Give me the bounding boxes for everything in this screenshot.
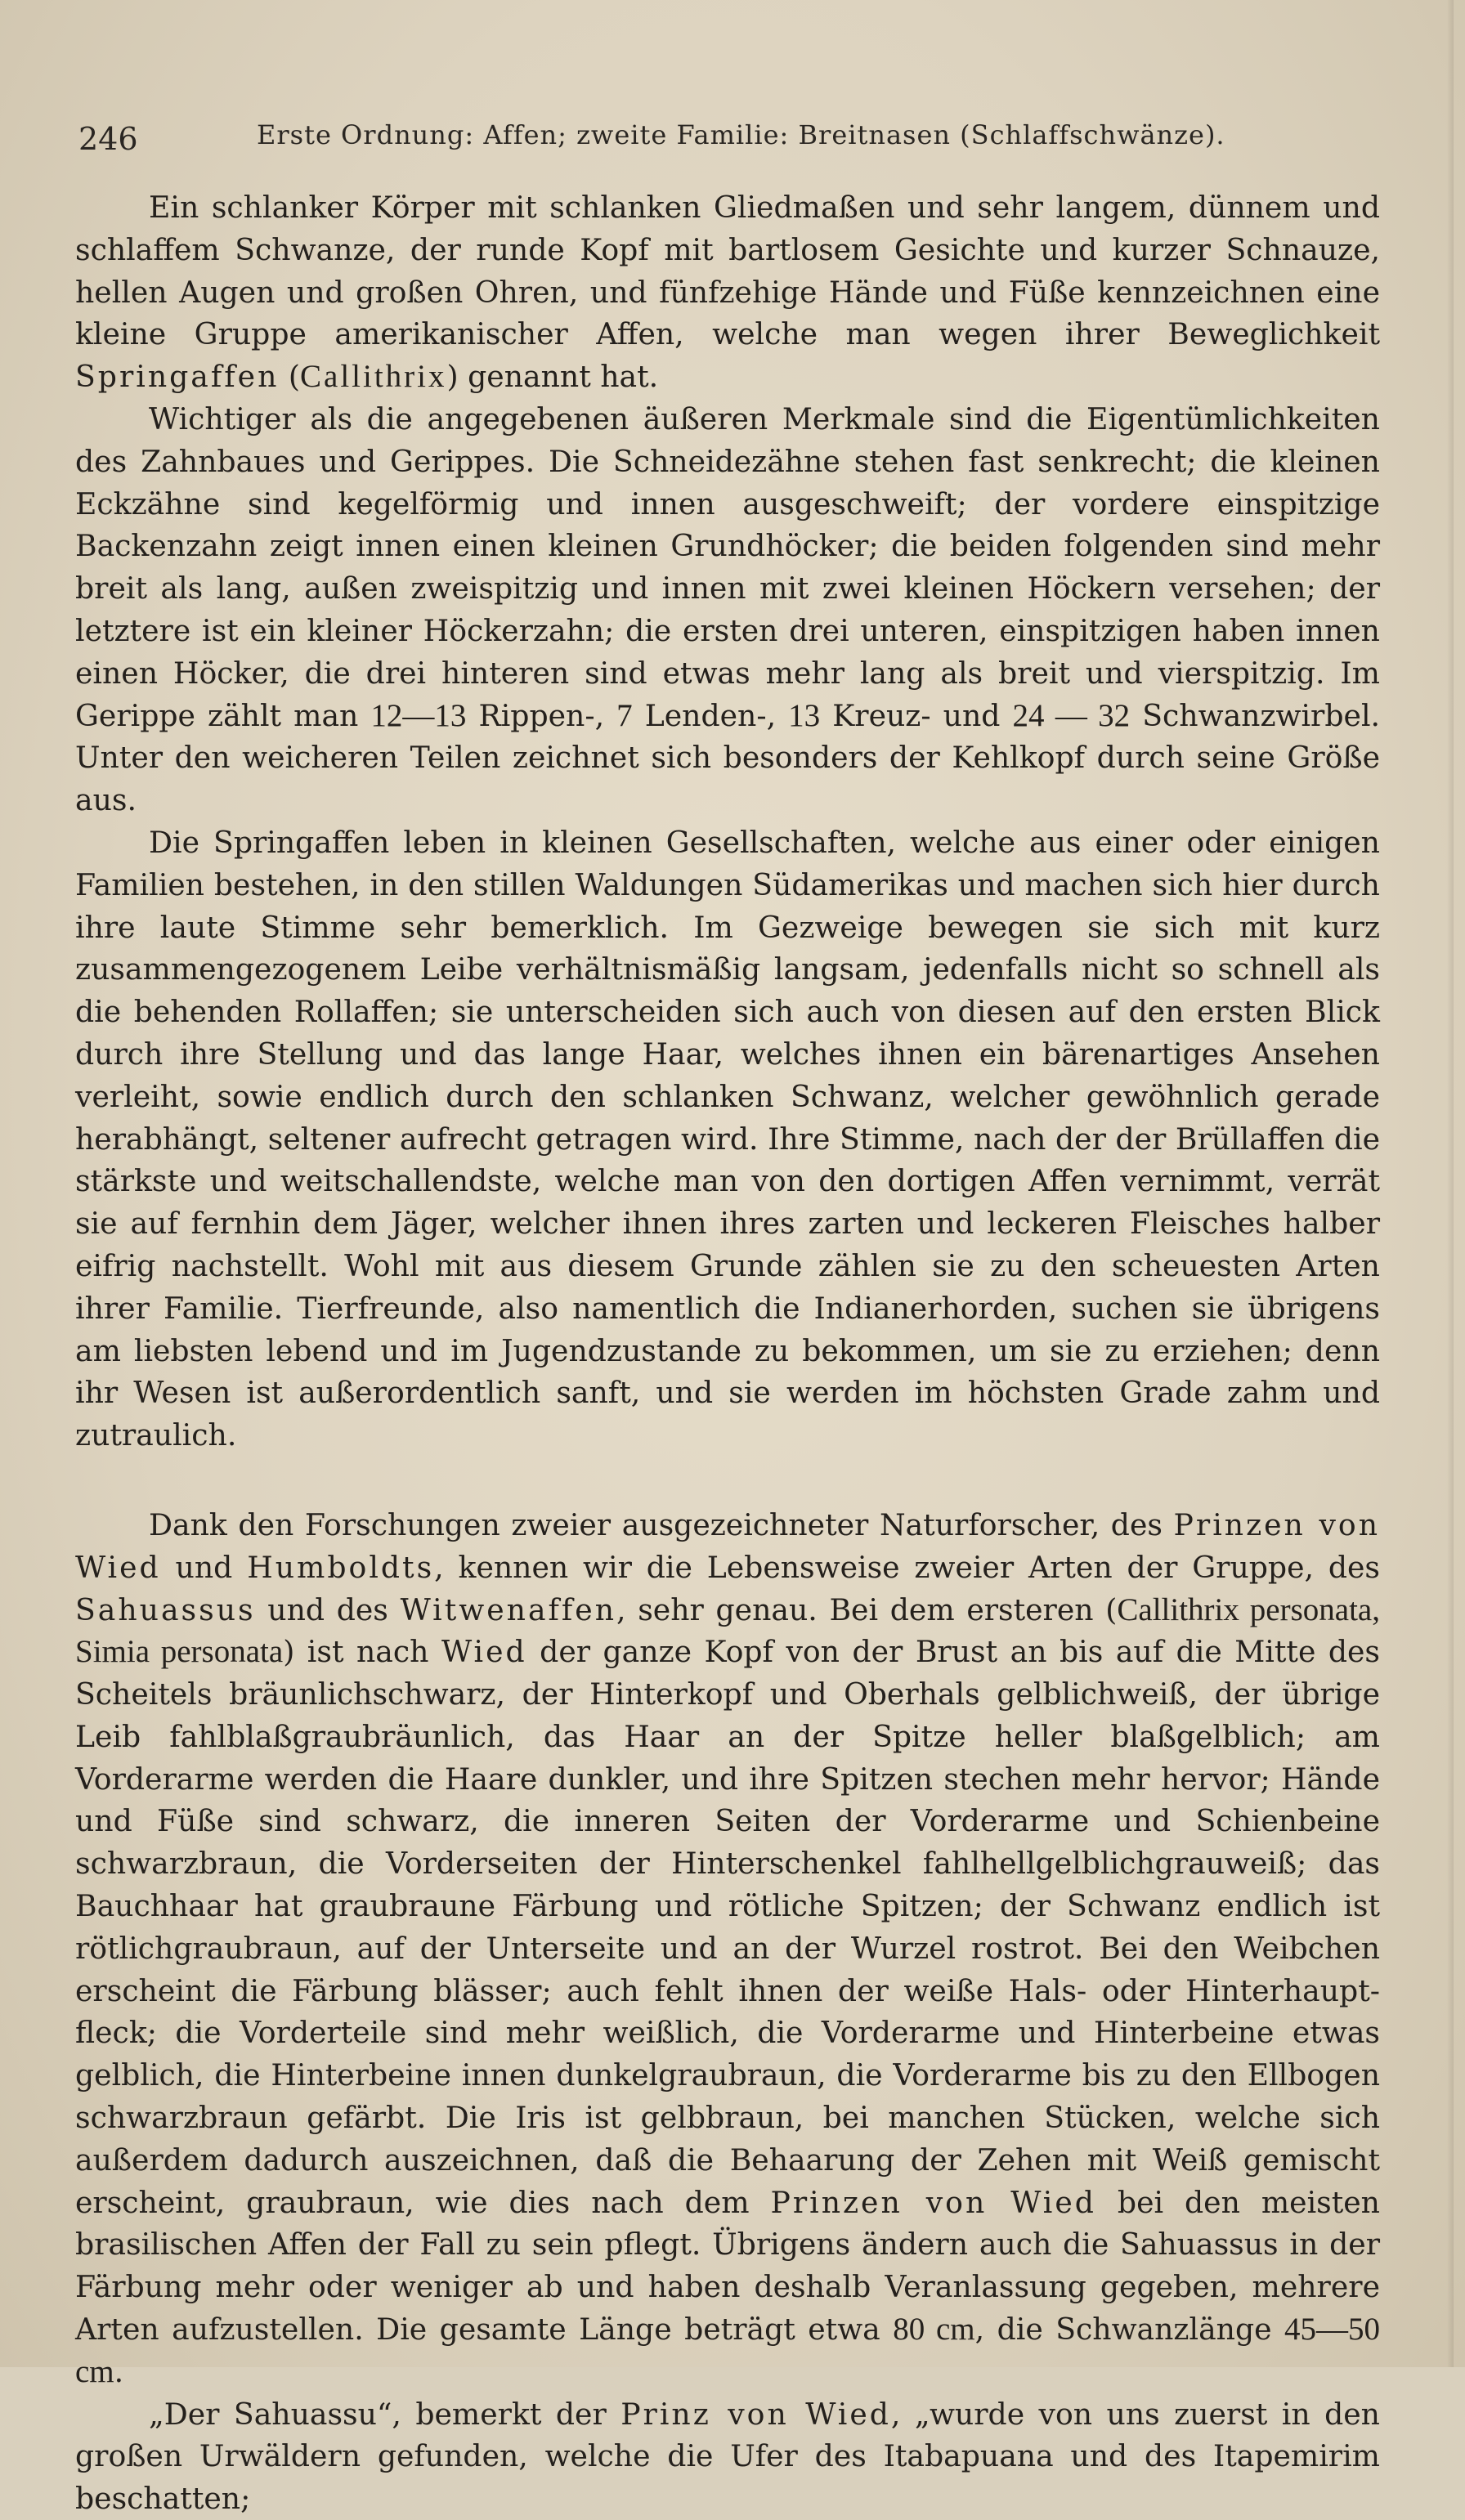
running-head: Erste Ordnung: Affen; zweite Familie: Breitnasen (Schlaffschwänze). bbox=[257, 119, 1225, 150]
paragraph-text: Die Springaffen leben in kleinen Gesellschaften, welche aus einer oder einigen Familien bestehen, in den stillen Waldungen Südamerikas und machen sich hier durch ihre laute Stimme sehr bemerklich. Im Gezweige bewegen sie sich mit kurz zusammengezogenem Leibe verhältnismäßig langsam, jedenfalls nicht so schnell als die behenden Rollaffen; sie unterscheiden sich auch von diesen auf den ersten Blick durch ihre Stellung und das lange Haar, welches ihnen ein bärenartiges Ansehen verleiht, sowie endlich durch den schlanken Schwanz, welcher gewöhnlich gerade herabhängt, seltener aufrecht getragen wird. Ihre Stimme, nach der der Brüllaffen die stärkste und weitschallendste, welche man von den dortigen Affen vernimmt, verrät sie auf fernhin dem Jäger, welcher ihnen ihres zarten und leckeren Fleisches halber eifrig nachstellt. Wohl mit aus diesem Grunde zählen sie zu den scheuesten Arten ihrer Familie. Tierfreunde, also namentlich die Indianerhorden, suchen sie übrigens am liebsten lebend und im Jugendzustande zu bekommen, um sie zu erziehen; denn ihr Wesen ist außerordentlich sanft, und sie werden im höchsten Grade zahm und zutraulich. bbox=[75, 824, 1380, 1453]
emphasis-text: Wied bbox=[441, 1634, 527, 1670]
emphasis-text: Humboldts bbox=[247, 1549, 435, 1585]
emphasis-text: Callithrix personata, Simia personata bbox=[75, 1591, 1380, 1670]
page-header bbox=[78, 114, 1387, 163]
paragraph-text: Wichtiger als die angegebenen äußeren Merkmale sind die Eigentümlichkeiten des Zahnbaues und Gerippes. Die Schneidezähne stehen fast senkrecht; die kleinen Eckzähne sind kegelförmig und innen ausgeschweift; der vordere einspitzige Backenzahn zeigt innen einen kleinen Grundhöcker; die beiden folgenden sind mehr breit als lang, außen zweispitzig und innen mit zwei kleinen Höckern versehen; der letztere ist ein kleiner Höckerzahn; die ersten drei unteren, einspitzigen haben innen einen Höcker, die drei hinteren sind etwas mehr lang als breit und vierspitzig. Im Gerippe zählt man bbox=[75, 401, 1380, 733]
paragraph-text: Lenden-, bbox=[632, 697, 789, 733]
emphasis-text: Sahuassus bbox=[75, 1591, 256, 1627]
paragraph-text: , „wurde von uns zuerst in den großen Urwäldern gefunden, welche die Ufer des Itabapuana und des Itapemirim beschatten; bbox=[75, 2396, 1380, 2517]
emphasis-text: Springaffen bbox=[75, 359, 280, 395]
emphasis-text: 12—13 bbox=[370, 697, 467, 733]
paragraph-text: Schwanzwirbel. Unter den weicheren Teilen zeichnet sich besonders der Kehlkopf durch seine Größe aus. bbox=[75, 697, 1381, 818]
paragraph-text: ( bbox=[279, 359, 301, 395]
emphasis-text: 24 — 32 bbox=[1012, 697, 1131, 733]
page-number: 246 bbox=[78, 121, 138, 157]
emphasis-text: Callithrix bbox=[300, 359, 447, 395]
paragraph-text: , die Schwanzlänge bbox=[974, 2312, 1284, 2348]
emphasis-text: Prinzen von Wied bbox=[75, 1506, 1380, 1585]
paragraph-text: ) genannt hat. bbox=[446, 359, 659, 395]
emphasis-text: Prinzen von Wied bbox=[770, 2184, 1096, 2220]
emphasis-text: 7 bbox=[616, 697, 633, 733]
paragraph-text: . bbox=[114, 2353, 124, 2389]
paragraph bbox=[75, 2393, 1380, 2520]
emphasis-text: Prinz von Wied bbox=[620, 2396, 891, 2432]
paragraph-text: und bbox=[160, 1549, 248, 1585]
paragraph-text: Dank den Forschungen zweier ausgezeichneter Naturforscher, des bbox=[149, 1506, 1174, 1542]
paragraph-text: Ein schlanker Körper mit schlanken Gliedmaßen und sehr langem, dünnem und schlaffem Schwanze, der runde Kopf mit bartlosem Gesichte und kurzer Schnauze, hellen Augen und großen Ohren, und fünfzehige Hände und Füße kennzeichnen eine kleine Gruppe amerikanischer Affen, welche man wegen ihrer Beweglichkeit bbox=[75, 190, 1380, 352]
paragraph-text: und des bbox=[255, 1591, 401, 1627]
emphasis-text: Witwenaffen bbox=[400, 1591, 617, 1627]
paragraph bbox=[75, 821, 1380, 1457]
emphasis-text: 13 bbox=[788, 697, 821, 733]
paragraph-text: ) ist nach bbox=[283, 1634, 441, 1670]
paragraph bbox=[75, 186, 1380, 398]
paragraph-text: Kreuz- und bbox=[820, 697, 1013, 733]
paragraph-text: , sehr genau. Bei dem ersteren ( bbox=[616, 1591, 1118, 1627]
emphasis-text: 45—50 cm bbox=[75, 2312, 1380, 2389]
paragraph-text: „Der Sahuassu“, bemerkt der bbox=[149, 2396, 621, 2432]
body-text bbox=[75, 186, 1380, 2520]
paragraph bbox=[75, 1504, 1380, 2393]
paragraph-text: der ganze Kopf von der Brust an bis auf die Mitte des Scheitels bräunlichschwarz, der Hinterkopf und Oberhals gelblichweiß, der übrige Leib fahlblaßgraubräunlich, das Haar an der Spitze heller blaßgelblich; am Vorderarme werden die Haare dunkler, und ihre Spitzen stechen mehr hervor; Hände und Füße sind schwarz, die inneren Seiten der Vorderarme und Schienbeine schwarzbraun, die Vorderseiten der Hinterschenkel fahlhellgelblichgrauweiß; das Bauchhaar hat graubraune Färbung und rötliche Spitzen; der Schwanz endlich ist rötlichgraubraun, auf der Unterseite und an der Wurzel rostrot. Bei den Weibchen erscheint die Färbung blässer; auch fehlt ihnen der weiße Hals- oder Hinterhauptfleck; die Vorderteile sind mehr weißlich, die Vorderarme und Hinterbeine etwas gelblich, die Hinterbeine innen dunkelgraubraun, die Vorderarme bis zu den Ellbogen schwarzbraun gefärbt. Die Iris ist gelbbraun, bei manchen Stücken, welche sich außerdem dadurch auszeichnen, daß die Behaarung der Zehen mit Weiß gemischt erscheint, graubraun, wie dies nach dem bbox=[75, 1634, 1381, 2220]
paragraph-text: bei den meisten brasilischen Affen der Fall zu sein pflegt. Übrigens ändern auch die Sahuassus in der Färbung mehr oder weniger ab und haben deshalb Veranlassung gegeben, mehrere Arten aufzustellen. Die gesamte Länge beträgt etwa bbox=[75, 2184, 1380, 2348]
emphasis-text: 80 cm bbox=[893, 2312, 975, 2348]
paragraph-text: , kennen wir die Lebensweise zweier Arten der Gruppe, des bbox=[434, 1549, 1380, 1585]
paragraph bbox=[75, 398, 1380, 821]
paragraph-text: Rippen-, bbox=[466, 697, 617, 733]
page-crease bbox=[1447, 0, 1454, 2367]
